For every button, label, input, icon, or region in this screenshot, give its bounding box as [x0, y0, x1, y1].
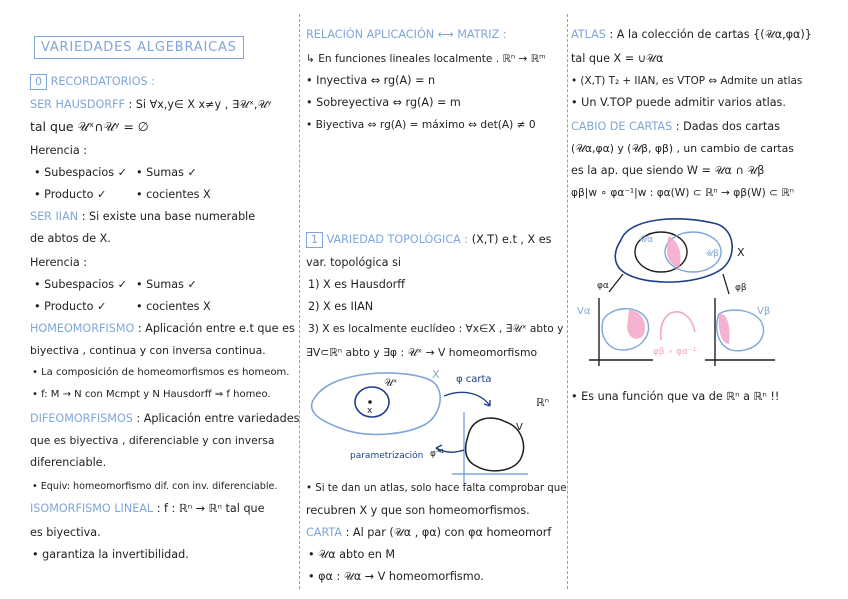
- homeomorfismo-def-text: : Aplicación entre e.t que es: [137, 322, 295, 335]
- isomorfismo-bullet-1: • garantiza la invertibilidad.: [32, 548, 189, 561]
- isomorfismo-label: ISOMORFISMO LINEAL: [30, 502, 154, 515]
- iian-def-line2: de abtos de X.: [30, 232, 111, 245]
- column-right: [569, 14, 848, 589]
- iian-definition: [30, 210, 255, 224]
- difeomorfismo-def-text: : Aplicación entre variedades: [136, 412, 300, 425]
- homeomorfismo-label: HOMEOMORFISMO: [30, 322, 135, 335]
- atlas-def-text: : A la colección de cartas {(𝒰α,φα)}: [609, 28, 812, 41]
- cambio-def-line3: es la ap. que siendo W = 𝒰α ∩ 𝒰β: [571, 164, 765, 177]
- atlas-bullet-vtop: • (X,T) T₂ + IIAN, es VTOP ⇔ Admite un atlas: [571, 75, 803, 87]
- condition-3-line2: ∃V⊂ℝⁿ abto y ∃φ : 𝒰ˣ → V homeomorfismo: [306, 346, 538, 359]
- point-x: [368, 400, 372, 404]
- section-0-title: RECORDATORIOS :: [50, 75, 155, 88]
- homeomorfismo-definition: [30, 322, 295, 336]
- cambio-label: CABIO DE CARTAS: [571, 120, 673, 133]
- hausdorff-condition: tal que 𝒰ˣ∩𝒰ʸ = ∅: [30, 119, 149, 134]
- manifold-x-label: X: [737, 246, 745, 259]
- cambio-def-line2: (𝒰α,φα) y (𝒰β, φβ) , un cambio de cartas: [571, 142, 794, 155]
- param-label: parametrización: [350, 451, 424, 461]
- open-set-v: [466, 418, 524, 471]
- carta-bullet-1: • 𝒰α abto en M: [308, 548, 396, 561]
- hausdorff-label: SER HAUSDORFF: [30, 98, 125, 111]
- iian-def-text: : Si existe una base numerable: [81, 210, 256, 223]
- open-set-ux-label: 𝒰ˣ: [384, 378, 398, 389]
- atlas-bullet-1-line2: recubren X y que son homeomorfismos.: [306, 504, 530, 517]
- phi-beta-arrow: [723, 274, 729, 294]
- manifold-x-label: X: [432, 368, 440, 381]
- carta-definition: [306, 526, 551, 540]
- chart-figure: [304, 366, 564, 486]
- section-1-title: VARIEDAD TOPOLÓGICA :: [326, 233, 469, 246]
- carta-bullet-2: • φα : 𝒰α → V homeomorfismo.: [308, 570, 484, 583]
- cambio-def-text: : Dadas dos cartas: [675, 120, 780, 133]
- difeomorfismo-bullet-1: • Equiv: homeomorfismo dif. con inv. diferenciable.: [32, 481, 278, 492]
- column-divider-right: [567, 14, 568, 589]
- hausdorff-definition: [30, 98, 272, 112]
- relacion-bullet-biyectiva: • Biyectiva ⇔ rg(A) = máximo ⇔ det(A) ≠ 0: [306, 119, 536, 131]
- point-x-label: x: [367, 406, 373, 416]
- herencia-2-subespacios: • Subespacios ✓: [34, 278, 127, 291]
- page-title: VARIEDADES ALGEBRAICAS: [34, 36, 244, 59]
- homeomorfismo-bullet-1: • La composición de homeomorfismos es homeom.: [32, 367, 290, 378]
- carta-label: φ carta: [456, 374, 492, 385]
- carta-def-label: CARTA: [306, 526, 343, 539]
- herencia-1-sumas: • Sumas ✓: [136, 166, 197, 179]
- manifold-x-shape: [312, 373, 441, 434]
- herencia-2-sumas: • Sumas ✓: [136, 278, 197, 291]
- homeomorfismo-bullet-2: • f: M → N con Mcmpt y N Hausdorff ⇒ f homeo.: [32, 389, 271, 400]
- atlas-bullet-1: • Si te dan un atlas, solo hace falta comprobar que: [306, 483, 567, 494]
- atlas-bullet-varios: • Un V.TOP puede admitir varios atlas.: [571, 96, 786, 109]
- section-0-number: 0: [30, 74, 47, 90]
- section-1-number: 1: [306, 232, 323, 248]
- difeomorfismo-definition: [30, 412, 299, 426]
- difeomorfismo-def-line2: que es biyectiva , diferenciable y con inversa: [30, 434, 275, 447]
- herencia-2-cocientes: • cocientes X: [136, 300, 211, 313]
- transition-arrow: [661, 312, 695, 340]
- rn-label: ℝⁿ: [536, 396, 550, 409]
- herencia-1-producto: • Producto ✓: [34, 188, 107, 201]
- section-1-def-line2: var. topológica si: [306, 256, 401, 269]
- vb-label: Vβ: [757, 306, 771, 317]
- column-left: [0, 14, 298, 589]
- column-middle: [300, 14, 566, 589]
- isomorfismo-def-text: : f : ℝⁿ → ℝⁿ tal que: [156, 502, 265, 515]
- atlas-label: ATLAS: [571, 28, 606, 41]
- phi-inverse-label: φ⁻¹: [430, 449, 445, 459]
- isomorfismo-definition: [30, 502, 265, 516]
- difeomorfismo-def-line3: diferenciable.: [30, 456, 107, 469]
- relacion-bullet-sobreyectiva: • Sobreyectiva ⇔ rg(A) = m: [306, 96, 461, 109]
- iian-label: SER IIAN: [30, 210, 79, 223]
- open-set-v-label: V: [516, 422, 523, 433]
- herencia-2-label: Herencia :: [30, 256, 88, 269]
- cambio-formula: φβ|w ∘ φα⁻¹|w : φα(W) ⊂ ℝⁿ → φβ(W) ⊂ ℝⁿ: [571, 187, 794, 199]
- condition-1: 1) X es Hausdorff: [308, 278, 405, 291]
- herencia-1-subespacios: • Subespacios ✓: [34, 166, 127, 179]
- va-label: Vα: [577, 306, 591, 317]
- condition-3: 3) X es localmente euclídeo : ∀x∈X , ∃𝒰ˣ abto y: [308, 323, 564, 335]
- phi-alpha-label: φα: [597, 281, 609, 291]
- atlas-def-line2: tal que X = ∪𝒰α: [571, 52, 664, 65]
- transition-label: φβ ∘ φα⁻¹: [653, 347, 697, 357]
- atlas-definition: [571, 28, 812, 42]
- phi-beta-label: φβ: [735, 283, 747, 293]
- difeomorfismo-label: DIFEOMORFISMOS: [30, 412, 133, 425]
- carta-arrow: [444, 392, 490, 406]
- phi-alpha-arrow: [609, 274, 623, 292]
- homeomorfismo-def-line2: biyectiva , continua y con inversa continua.: [30, 344, 266, 357]
- herencia-2-producto: • Producto ✓: [34, 300, 107, 313]
- section-1-def: (X,T) e.t , X es: [471, 233, 552, 246]
- herencia-1-label: Herencia :: [30, 144, 88, 157]
- open-set-ub-label: 𝒰β: [705, 249, 719, 259]
- cambio-definition: [571, 120, 780, 134]
- isomorfismo-def-line2: es biyectiva.: [30, 526, 101, 539]
- herencia-1-cocientes: • cocientes X: [136, 188, 211, 201]
- final-note: • Es una función que va de ℝⁿ a ℝⁿ !!: [571, 390, 780, 403]
- relacion-title: RELACIÓN APLICACIÓN ⟷ MATRIZ :: [306, 28, 507, 41]
- vb-intersection: [719, 314, 730, 344]
- hausdorff-def-text: : Si ∀x,y∈ X x≠y , ∃𝒰ˣ,𝒰ʸ: [128, 98, 272, 111]
- relacion-line: ↳ En funciones lineales localmente . ℝⁿ → ℝᵐ: [306, 53, 546, 65]
- relacion-bullet-inyectiva: • Inyectiva ⇔ rg(A) = n: [306, 74, 436, 87]
- section-1-heading: [306, 232, 551, 248]
- condition-2: 2) X es IIAN: [308, 300, 374, 313]
- section-0-heading: [30, 74, 155, 90]
- open-set-ua-label: 𝒰α: [639, 235, 654, 245]
- cambio-figure: [569, 210, 845, 370]
- carta-def-text: : Al par (𝒰α , φα) con φα homeomorf: [345, 526, 552, 539]
